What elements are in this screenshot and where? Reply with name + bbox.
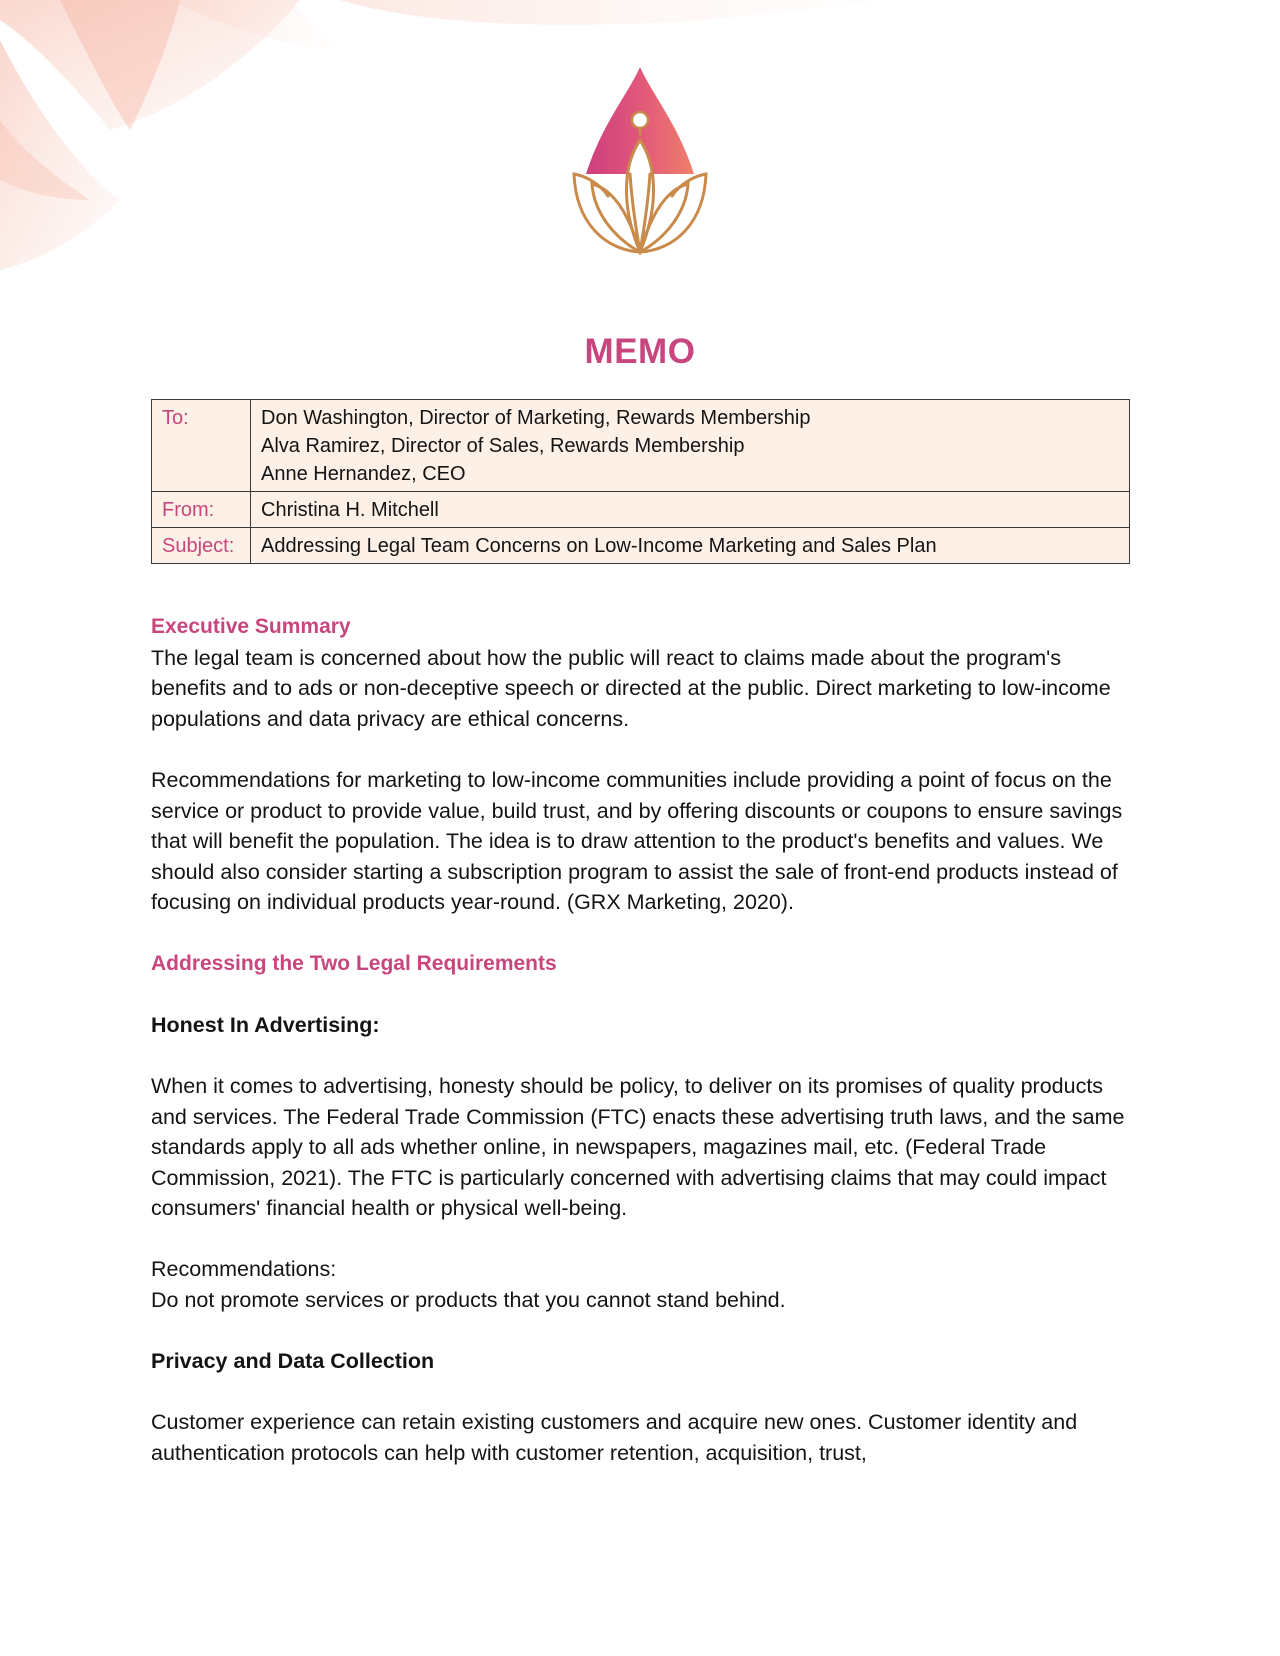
honest-advertising-paragraph: When it comes to advertising, honesty should be policy, to deliver on its promises of quality products and services. The Federal Trade Commission (FTC) enacts these advertising truth laws, and the same standards apply to all ads whether online, in newspapers, magazines mail, etc. (Federal Trade Commission, 2021). The FTC is particularly concerned with advertising claims that may could impact consumers' financial health or physical well-being. bbox=[151, 1073, 1125, 1221]
memo-title: MEMO bbox=[584, 332, 696, 371]
subject-label: Subject: bbox=[152, 528, 251, 564]
privacy-paragraph: Customer experience can retain existing customers and acquire new ones. Customer identity and authentication protocols can help with customer retention, acquisition, trust, bbox=[151, 1410, 1078, 1466]
honest-advertising-heading: Honest In Advertising: bbox=[151, 1012, 380, 1037]
subject-row bbox=[152, 528, 1130, 564]
to-row bbox=[152, 400, 1130, 492]
memo-body bbox=[151, 612, 1131, 1469]
to-recipient: Anne Hernandez, CEO bbox=[261, 463, 466, 485]
executive-summary-paragraph: The legal team is concerned about how the public will react to claims made about the program's benefits and to ads or non-deceptive speech or directed at the public. Direct marketing to low-income populations and data privacy are ethical concerns. bbox=[151, 645, 1111, 731]
memo-header-table bbox=[151, 399, 1130, 564]
privacy-heading: Privacy and Data Collection bbox=[151, 1349, 435, 1374]
recommendations-text: Do not promote services or products that you cannot stand behind. bbox=[151, 1288, 786, 1313]
from-value: Christina H. Mitchell bbox=[251, 492, 1130, 528]
to-label: To: bbox=[152, 400, 251, 492]
recommendations-paragraph: Recommendations for marketing to low-income communities include providing a point of focus on the service or product to provide value, build trust, and by offering discounts or coupons to ensure savings that will benefit the population. The idea is to draw attention to the product's benefits and values. We should also consider starting a subscription program to assist the sale of front-end products instead of focusing on individual products year-round. (GRX Marketing, 2020). bbox=[151, 767, 1123, 915]
executive-summary-heading: Executive Summary bbox=[151, 615, 351, 638]
from-label: From: bbox=[152, 492, 251, 528]
from-row bbox=[152, 492, 1130, 528]
to-recipient: Alva Ramirez, Director of Sales, Rewards Membership bbox=[261, 435, 745, 457]
lotus-drop-icon bbox=[566, 64, 714, 268]
recommendations-label: Recommendations: bbox=[151, 1257, 337, 1282]
to-recipient: Don Washington, Director of Marketing, Rewards Membership bbox=[261, 407, 811, 429]
background-petals-decoration bbox=[0, 0, 900, 300]
to-value bbox=[251, 400, 1130, 492]
subject-value: Addressing Legal Team Concerns on Low-Income Marketing and Sales Plan bbox=[251, 528, 1130, 564]
legal-requirements-heading: Addressing the Two Legal Requirements bbox=[151, 951, 557, 975]
